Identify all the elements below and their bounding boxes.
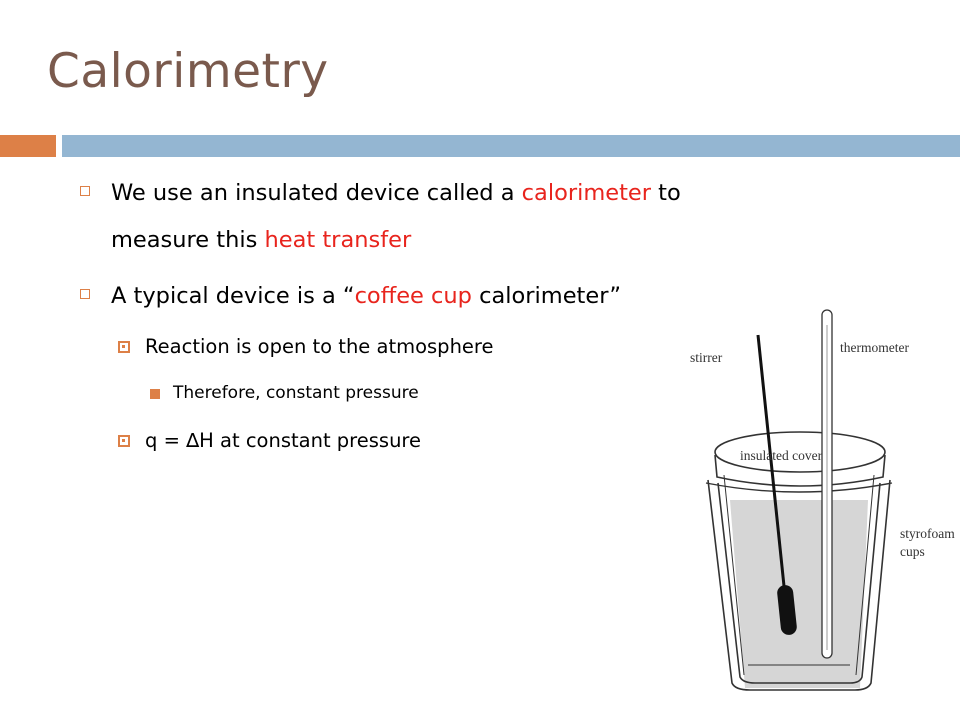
square-bullet-icon <box>80 289 90 299</box>
slide-title: Calorimetry <box>47 44 329 99</box>
bullet-1-line-2 <box>111 222 411 258</box>
bullet-1-line-1 <box>111 175 681 211</box>
sub-bullet-icon <box>118 341 130 353</box>
text: calorimeter” <box>471 283 622 309</box>
styrofoam-label: styrofoam <box>900 526 955 541</box>
text: We use an insulated device called a <box>111 180 522 206</box>
highlight-text: heat transfer <box>264 227 412 253</box>
text: measure this <box>111 227 265 253</box>
sub-bullet-text: Reaction is open to the atmosphere <box>145 335 494 358</box>
stirrer-label: stirrer <box>690 350 723 365</box>
coffee-cup-calorimeter-diagram <box>690 305 960 720</box>
sub-sub-bullet-text: Therefore, constant pressure <box>173 383 419 403</box>
filled-square-bullet-icon <box>150 389 160 399</box>
square-bullet-icon <box>80 186 90 196</box>
title-accent-bar-orange <box>0 135 56 157</box>
liquid <box>730 500 868 688</box>
title-accent-bar-blue <box>62 135 960 157</box>
text: A typical device is a “ <box>111 283 355 309</box>
cups-label: cups <box>900 544 925 559</box>
bullet-2 <box>111 278 621 314</box>
text: to <box>651 180 681 206</box>
outer-cup-rim <box>706 483 892 492</box>
cover-label: insulated cover <box>740 448 823 463</box>
highlight-text: calorimeter <box>521 180 652 206</box>
sub-bullet-icon <box>118 435 130 447</box>
thermometer-label: thermometer <box>840 340 909 355</box>
highlight-text: coffee cup <box>354 283 472 309</box>
sub-bullet-text: q = ∆H at constant pressure <box>145 429 422 452</box>
